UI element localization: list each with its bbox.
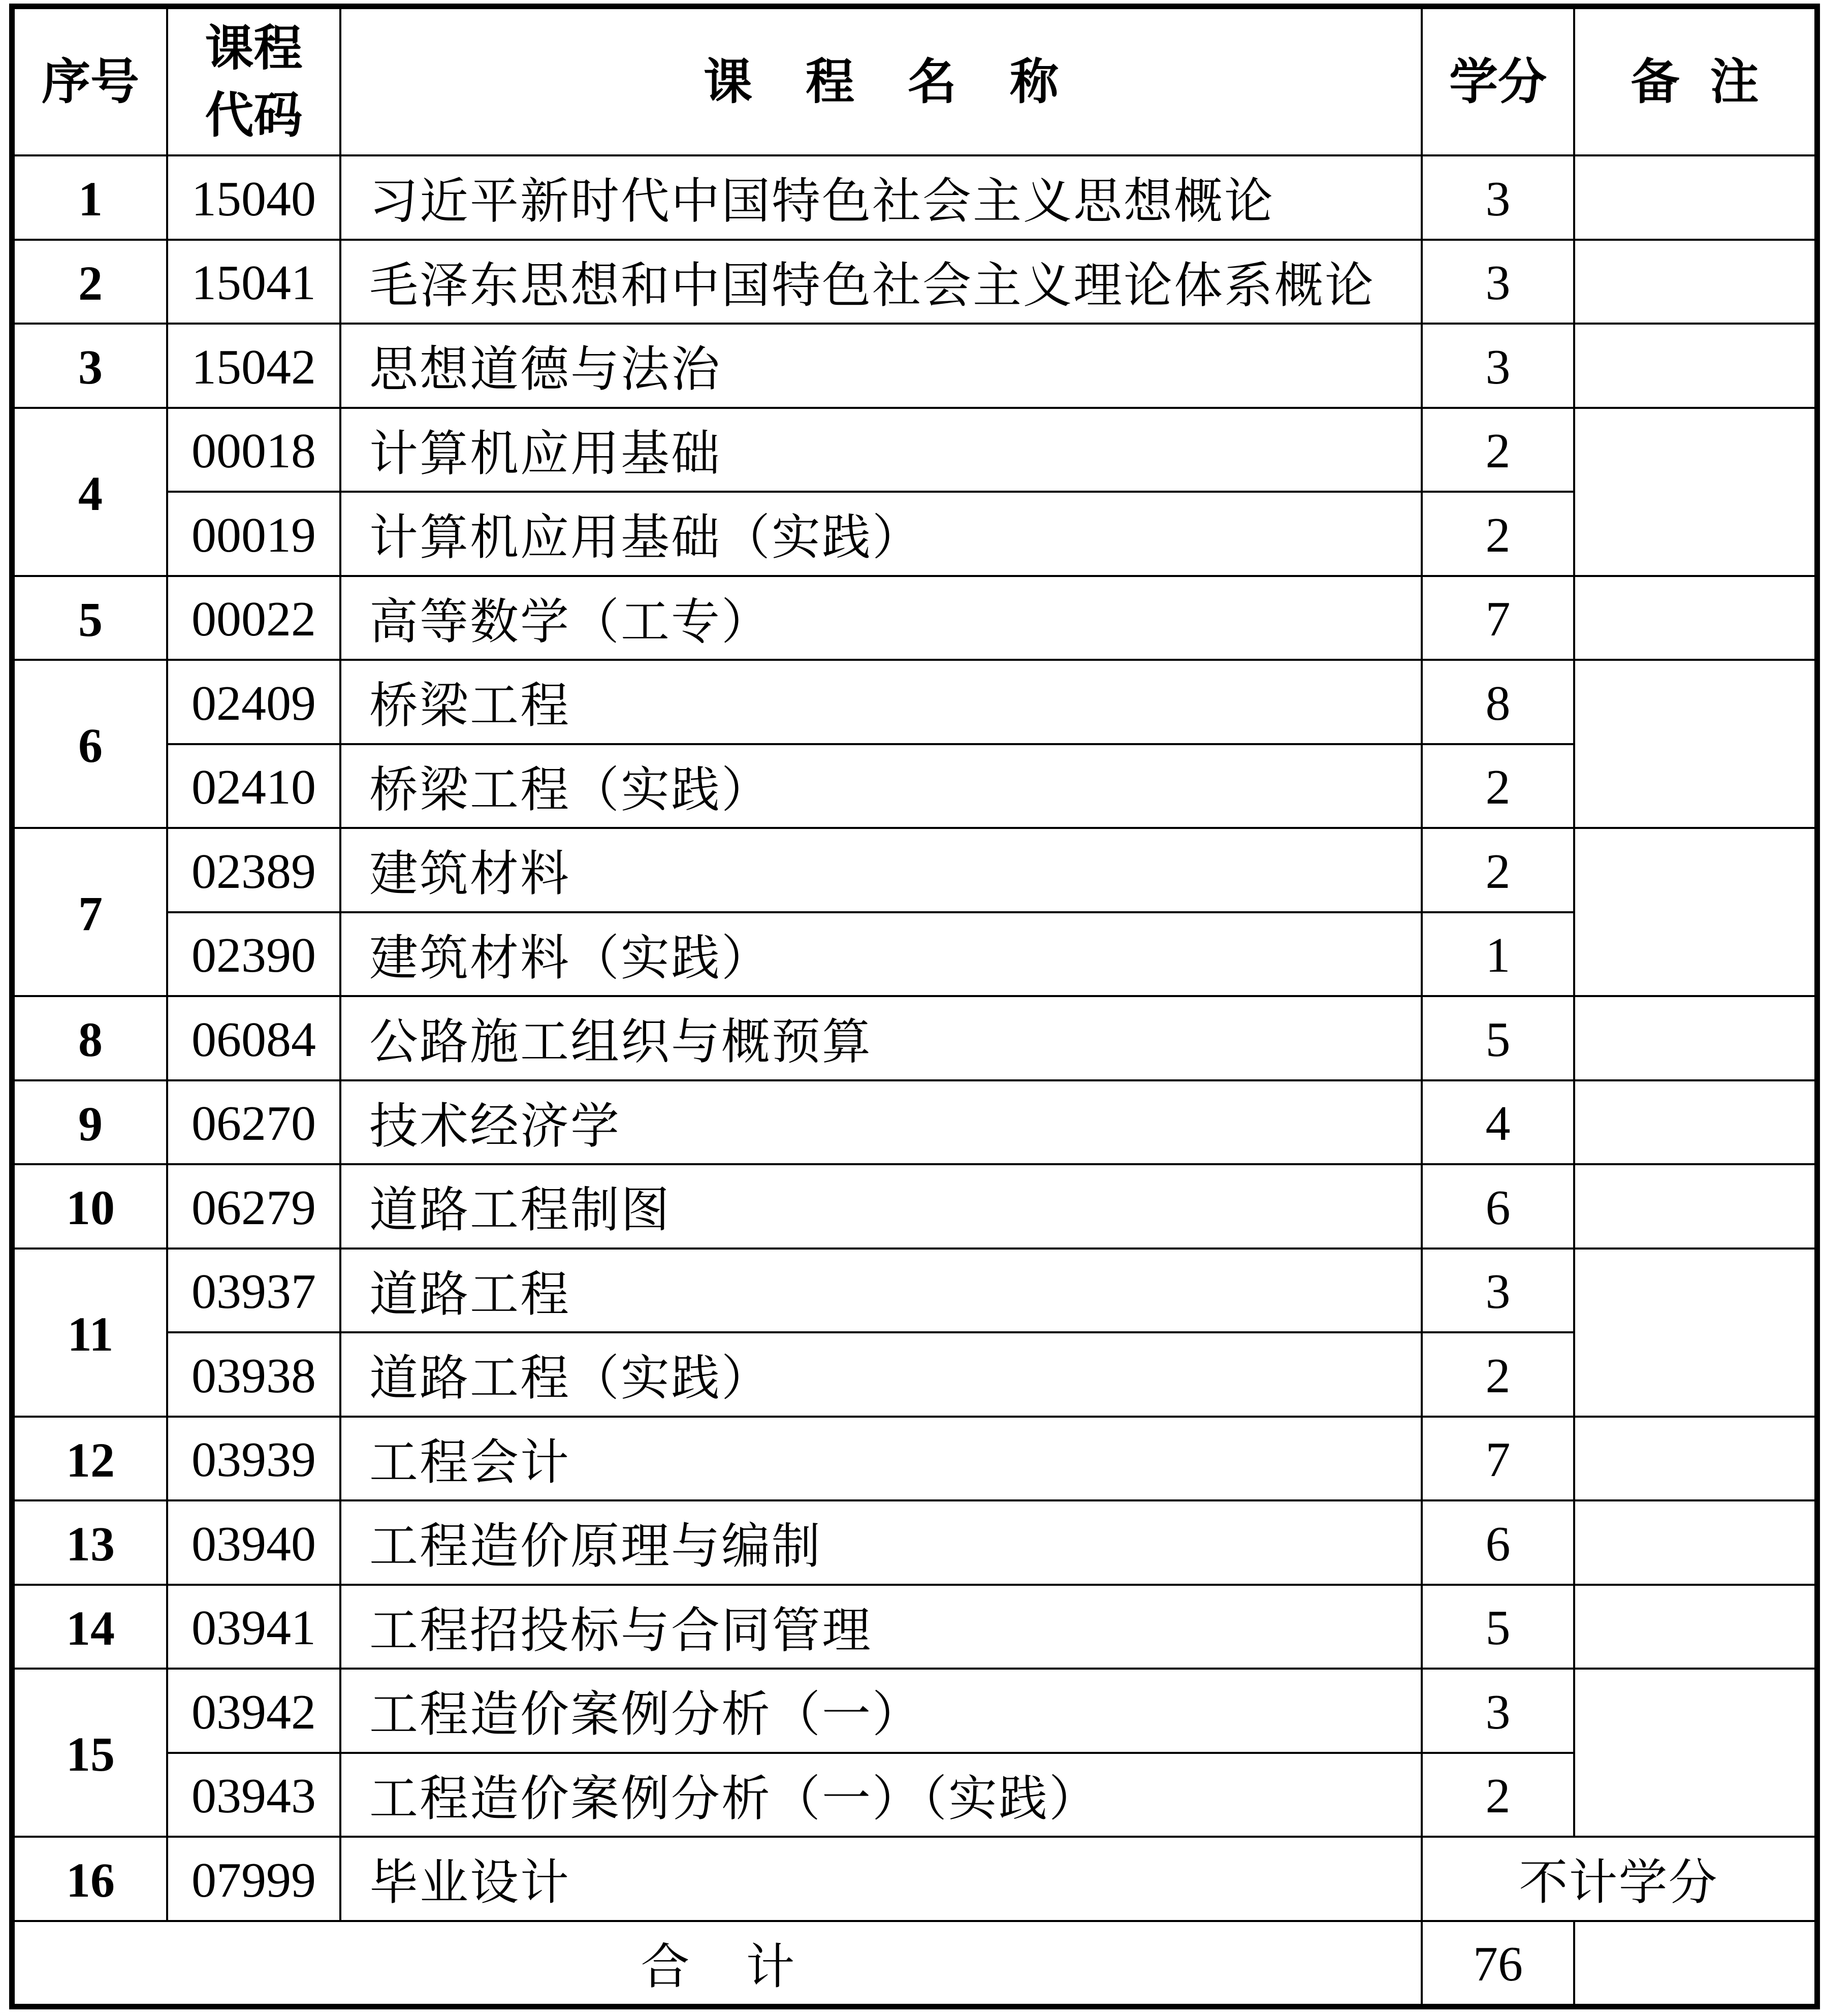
course-table xyxy=(9,4,1820,2009)
credits-merged-cell xyxy=(1423,1838,1814,1920)
course-name-cell xyxy=(341,1754,1421,1836)
course-code: 15042 xyxy=(191,339,316,395)
header-seq: 序号 xyxy=(42,53,139,110)
header-remark-cell xyxy=(1575,9,1814,154)
seq-number: 3 xyxy=(78,340,103,395)
seq-cell xyxy=(15,325,166,407)
credits-cell xyxy=(1423,577,1573,659)
course-name: 毕业设计 xyxy=(369,1854,570,1911)
seq-number: 15 xyxy=(66,1727,115,1781)
course-name-cell xyxy=(341,409,1421,491)
credits: 3 xyxy=(1485,1684,1511,1740)
course-code-cell xyxy=(168,1250,339,1332)
course-name: 工程会计 xyxy=(369,1433,570,1491)
remark-cell xyxy=(1575,829,1814,995)
header-remark: 备注 xyxy=(1631,53,1790,110)
credits: 2 xyxy=(1485,1348,1511,1403)
credits: 5 xyxy=(1485,1601,1511,1656)
seq-cell xyxy=(15,1670,166,1836)
seq-cell xyxy=(15,1586,166,1668)
course-name: 工程造价原理与编制 xyxy=(369,1518,822,1575)
credits-cell xyxy=(1423,156,1573,239)
credits: 7 xyxy=(1485,1432,1511,1488)
remark-cell xyxy=(1575,661,1814,827)
course-name-cell xyxy=(341,997,1421,1079)
credits: 8 xyxy=(1485,676,1511,731)
remark-cell xyxy=(1575,241,1814,323)
course-code-cell xyxy=(168,913,339,996)
course-name-cell xyxy=(341,829,1421,911)
credits-cell xyxy=(1423,997,1573,1079)
seq-number: 9 xyxy=(78,1096,103,1151)
remark-cell xyxy=(1575,1165,1814,1247)
credits-cell xyxy=(1423,1418,1573,1500)
course-name: 工程造价案例分析（一） xyxy=(369,1686,922,1743)
course-code: 02410 xyxy=(191,760,316,815)
total-remark-cell xyxy=(1575,1922,1814,2004)
seq-number: 8 xyxy=(78,1012,103,1067)
course-code: 03942 xyxy=(191,1684,316,1740)
course-name-cell xyxy=(341,156,1421,239)
course-name: 建筑材料 xyxy=(369,845,570,903)
course-code-cell xyxy=(168,493,339,575)
course-name: 建筑材料（实践） xyxy=(369,929,772,986)
course-code: 02409 xyxy=(191,676,316,731)
course-code-cell xyxy=(168,1586,339,1668)
remark-cell xyxy=(1575,1586,1814,1668)
header-seq-cell xyxy=(15,9,166,154)
credits-cell xyxy=(1423,1754,1573,1836)
seq-cell xyxy=(15,1165,166,1247)
credits-cell xyxy=(1423,745,1573,827)
course-name-cell xyxy=(341,577,1421,659)
seq-number: 12 xyxy=(66,1432,115,1487)
course-name-cell xyxy=(341,1333,1421,1416)
course-code: 03940 xyxy=(191,1516,316,1572)
header-credits-cell xyxy=(1423,9,1573,154)
course-name: 道路工程 xyxy=(369,1265,570,1323)
remark-cell xyxy=(1575,1250,1814,1416)
course-code-cell xyxy=(168,997,339,1079)
credits: 3 xyxy=(1485,1264,1511,1320)
seq-cell xyxy=(15,577,166,659)
course-code-cell xyxy=(168,241,339,323)
course-code: 03937 xyxy=(191,1264,316,1320)
credits-cell xyxy=(1423,1333,1573,1416)
credits-cell xyxy=(1423,1670,1573,1752)
course-name: 习近平新时代中国特色社会主义思想概论 xyxy=(369,173,1274,230)
credits: 7 xyxy=(1485,592,1511,647)
course-code-cell xyxy=(168,661,339,743)
seq-cell xyxy=(15,1838,166,1920)
course-name: 工程造价案例分析（一）（实践） xyxy=(369,1770,1099,1827)
credits-cell xyxy=(1423,1165,1573,1247)
course-name: 思想道德与法治 xyxy=(369,341,721,398)
course-code: 02389 xyxy=(191,844,316,899)
credits-cell xyxy=(1423,1250,1573,1332)
course-name: 道路工程（实践） xyxy=(369,1350,772,1407)
credits-cell xyxy=(1423,325,1573,407)
course-name-cell xyxy=(341,493,1421,575)
seq-number: 7 xyxy=(78,886,103,941)
seq-cell xyxy=(15,1501,166,1584)
course-name: 公路施工组织与概预算 xyxy=(369,1013,872,1071)
seq-cell xyxy=(15,997,166,1079)
course-code-cell xyxy=(168,1754,339,1836)
credits: 3 xyxy=(1485,339,1511,395)
credits-note: 不计学分 xyxy=(1519,1854,1718,1911)
course-name: 计算机应用基础（实践） xyxy=(369,509,922,566)
credits: 2 xyxy=(1485,1769,1511,1824)
course-code-cell xyxy=(168,1670,339,1752)
course-code-cell xyxy=(168,1838,339,1920)
credits: 2 xyxy=(1485,760,1511,815)
course-code: 15040 xyxy=(191,171,316,227)
remark-cell xyxy=(1575,1418,1814,1500)
course-name: 技术经济学 xyxy=(369,1097,621,1155)
course-code: 03939 xyxy=(191,1432,316,1488)
course-code: 03943 xyxy=(191,1769,316,1824)
course-code: 00019 xyxy=(191,507,316,563)
credits-cell xyxy=(1423,829,1573,911)
header-name-cell xyxy=(341,9,1421,154)
course-code: 06279 xyxy=(191,1180,316,1235)
total-credits: 76 xyxy=(1473,1937,1523,1992)
remark-cell xyxy=(1575,1501,1814,1584)
course-code: 02390 xyxy=(191,928,316,983)
remark-cell xyxy=(1575,325,1814,407)
credits-cell xyxy=(1423,1586,1573,1668)
seq-cell xyxy=(15,409,166,575)
seq-number: 4 xyxy=(78,466,103,521)
credits: 2 xyxy=(1485,424,1511,479)
header-code-line-1: 课程 xyxy=(205,20,303,77)
seq-cell xyxy=(15,1250,166,1416)
course-code-cell xyxy=(168,1501,339,1584)
credits-cell xyxy=(1423,1501,1573,1584)
course-name-cell xyxy=(341,1165,1421,1247)
credits: 1 xyxy=(1485,928,1511,983)
course-name-cell xyxy=(341,325,1421,407)
course-code: 03941 xyxy=(191,1601,316,1656)
course-name-cell xyxy=(341,745,1421,827)
course-name: 桥梁工程（实践） xyxy=(369,761,772,818)
course-code-cell xyxy=(168,1165,339,1247)
course-name-cell xyxy=(341,661,1421,743)
course-name-cell xyxy=(341,1501,1421,1584)
credits: 2 xyxy=(1485,844,1511,899)
seq-number: 13 xyxy=(66,1517,115,1572)
course-code: 06084 xyxy=(191,1012,316,1067)
credits: 6 xyxy=(1485,1516,1511,1572)
course-code-cell xyxy=(168,325,339,407)
course-name: 毛泽东思想和中国特色社会主义理论体系概论 xyxy=(369,257,1375,314)
seq-cell xyxy=(15,829,166,995)
credits-cell xyxy=(1423,409,1573,491)
remark-cell xyxy=(1575,409,1814,575)
course-name: 计算机应用基础 xyxy=(369,425,721,482)
header-credits: 学分 xyxy=(1449,53,1547,110)
course-name-cell xyxy=(341,1670,1421,1752)
seq-number: 14 xyxy=(66,1601,115,1655)
course-code-cell xyxy=(168,156,339,239)
seq-cell xyxy=(15,1081,166,1164)
remark-cell xyxy=(1575,1670,1814,1836)
credits-cell xyxy=(1423,913,1573,996)
credits: 6 xyxy=(1485,1180,1511,1235)
course-code: 03938 xyxy=(191,1348,316,1403)
course-code: 06270 xyxy=(191,1096,316,1151)
seq-number: 10 xyxy=(66,1180,115,1235)
seq-cell xyxy=(15,156,166,239)
total-label-cell xyxy=(15,1922,1421,2004)
course-name-cell xyxy=(341,241,1421,323)
seq-number: 5 xyxy=(78,592,103,647)
credits-cell xyxy=(1423,1081,1573,1164)
credits-cell xyxy=(1423,661,1573,743)
course-code-cell xyxy=(168,1333,339,1416)
course-code: 15041 xyxy=(191,255,316,311)
course-code-cell xyxy=(168,409,339,491)
course-name-cell xyxy=(341,1838,1421,1920)
remark-cell xyxy=(1575,156,1814,239)
course-code-cell xyxy=(168,1081,339,1164)
seq-cell xyxy=(15,661,166,827)
seq-number: 2 xyxy=(78,255,103,310)
remark-cell xyxy=(1575,577,1814,659)
course-name-cell xyxy=(341,1418,1421,1500)
remark-cell xyxy=(1575,997,1814,1079)
course-name: 工程招投标与合同管理 xyxy=(369,1602,872,1659)
course-name: 道路工程制图 xyxy=(369,1181,671,1239)
credits-cell xyxy=(1423,493,1573,575)
seq-number: 1 xyxy=(78,172,103,227)
course-code: 07999 xyxy=(191,1852,316,1908)
course-name-cell xyxy=(341,1586,1421,1668)
seq-cell xyxy=(15,241,166,323)
seq-number: 16 xyxy=(66,1853,115,1908)
credits: 3 xyxy=(1485,255,1511,311)
course-name-cell xyxy=(341,1081,1421,1164)
credits-cell xyxy=(1423,241,1573,323)
seq-cell xyxy=(15,1418,166,1500)
seq-number: 6 xyxy=(78,718,103,773)
header-code-cell xyxy=(168,9,339,154)
credits: 2 xyxy=(1485,507,1511,563)
course-name: 高等数学（工专） xyxy=(369,593,772,650)
course-code-cell xyxy=(168,829,339,911)
course-name-cell xyxy=(341,913,1421,996)
credits: 3 xyxy=(1485,171,1511,227)
total-label: 合计 xyxy=(641,1938,851,1995)
course-code-cell xyxy=(168,1418,339,1500)
course-name: 桥梁工程 xyxy=(369,677,570,734)
total-credits-cell xyxy=(1423,1922,1573,2004)
credits: 5 xyxy=(1485,1012,1511,1067)
course-code: 00022 xyxy=(191,592,316,647)
header-code-line-2: 代码 xyxy=(205,87,303,144)
seq-number: 11 xyxy=(67,1306,114,1361)
course-code-cell xyxy=(168,577,339,659)
remark-cell xyxy=(1575,1081,1814,1164)
header-name: 课程名称 xyxy=(704,53,1112,110)
course-name-cell xyxy=(341,1250,1421,1332)
course-code-cell xyxy=(168,745,339,827)
credits: 4 xyxy=(1485,1096,1511,1151)
course-code: 00018 xyxy=(191,424,316,479)
